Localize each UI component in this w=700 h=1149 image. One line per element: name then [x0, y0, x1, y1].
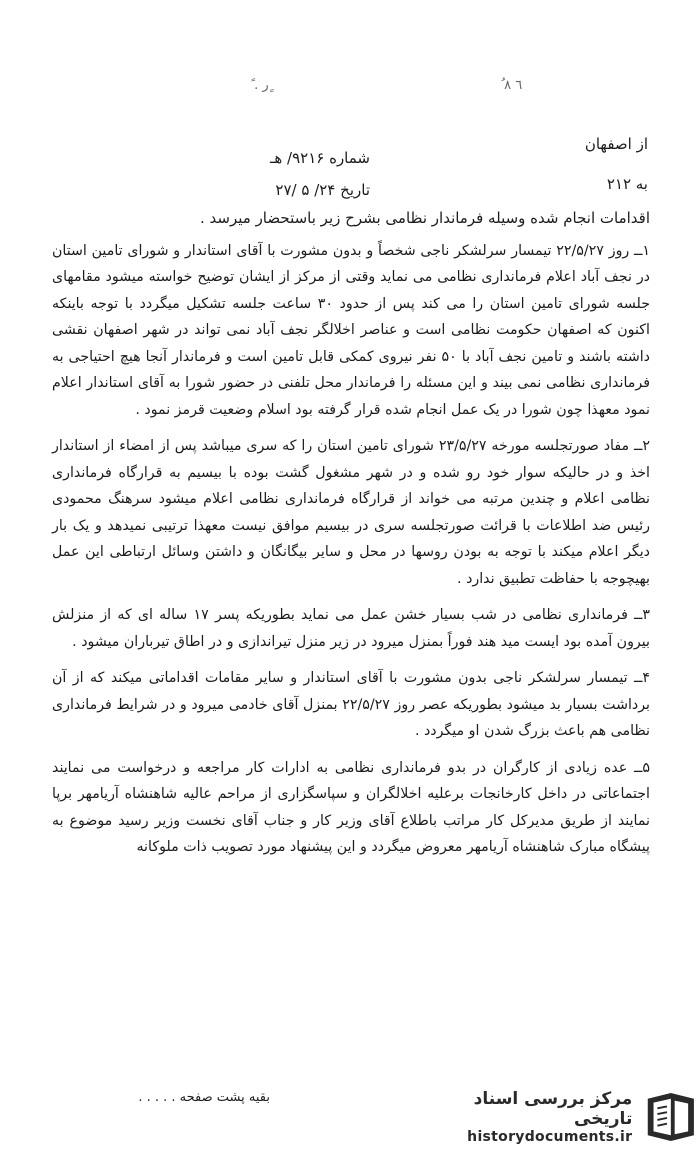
watermark-title: مرکز بررسی اسناد تاریخی [473, 1089, 633, 1129]
document-date: تاریخ ۲۴/ ۵ /۲۷ [275, 181, 370, 199]
watermark-url: historydocuments.ir [467, 1129, 633, 1145]
archive-logo-icon [642, 1088, 700, 1146]
watermark [418, 1088, 700, 1146]
item-1: ۱ــ روز ۲۲/۵/۲۷ تیمسار سرلشکر ناجی شخصاً و بدون مشورت با آقای استاندار و شورای تامین استان در نجف آباد اعلام فرمانداری نظامی می نماید وقتی از مرکز از ایشان توضیح خواسته میشود مقامهای جلسه شورای تامین استان را می کند پس از حدود ۳۰ ساعت جلسه تشکیل میگردد با توجه باینکه اکنون که اصفهان حکومت نظامی است و عناصر اخلالگر نجف آباد نمی تواند در شهر اصفهان نقشی داشته باشند و تامین نجف آباد با ۵۰ نفر نیروی کمکی قابل تامین است و فرماندار آنجا هیچ احتیاجی به فرمانداری نظامی نمی بیند و این مسئله را فرماندار محل تلفنی در حضور شورا به آقای استاندار اعلام نمود معهذا چون شورا در یک عمل انجام شده قرار گرفته بود اسلام وضعیت قرمز نمود . [52, 242, 651, 418]
item-4: ۴ــ تیمسار سرلشکر ناجی بدون مشورت با آقای استاندار و سایر مقامات اقداماتی میکند که از آن برداشت بسیار بد میشود بطوریکه عصر روز ۲۲/۵/۲۷ بمنزل آقای خادمی میرود و در شرایط فرمانداری نظامی هم باعث بزرگ شدن او میگردد . [52, 670, 651, 739]
document-number: شماره ۹۲۱۶/ هـ [269, 149, 370, 167]
intro-paragraph: اقدامات انجام شده وسیله فرماندار نظامی بشرح زیر باستحضار میرسد . [199, 209, 650, 227]
header-mark-right: ُ ٦ ٨ [500, 78, 523, 93]
reference-field: به ۲۱۲ [606, 175, 648, 193]
from-field: از اصفهان [584, 135, 648, 153]
item-2: ۲ــ مفاد صورتجلسه مورخه ۲۳/۵/۲۷ شورای تامین استان را که سری میباشد پس از امضاء از استاندار اخذ و در حالیکه سوار خود رو شده و در شهر مشغول گشت بوده با بیسیم به قرارگاه فرمانداری نظامی اعلام و چندین مرتبه می خواند از قرارگاه فرمانداری نظامی اعلام میشود سرهنگ محمودی رئیس ضد اطلاعات با قرائت صورتجلسه سری در بیسیم موافق نیست معهذا ترتیبی نمیدهد و یک بار دیگر اعلام میکند با توجه به بودن روسها در محل و سایر بیگانگان و داشتن وسائل ارتباطی این عمل بهیچوجه با حفاظت تطبیق ندارد . [52, 438, 650, 587]
item-3: ۳ــ فرمانداری نظامی در شب بسیار خشن عمل می نماید بطوریکه پسر ۱۷ ساله ای که از منزلش بیرون آمده بود ایست مید هند فوراً بمنزل میرود در زیر منزل تیراندازی و در اطاق تیرباران میشود . [52, 607, 650, 650]
item-5: ۵ــ عده زیادی از کارگران در بدو فرمانداری نظامی به ادارات کار مراجعه و درخواست می نمایند اجتماعاتی در داخل کارخانجات برعلیه اخلالگران و سپاسگزاری از مراحم عالیه شاهنشاه آریامهر برپا نمایند از طریق مدیرکل کار مراتب باطلاع آقای وزیر کار و جناب آقای نخست وزیر رسید موضوع به پیشگاه مبارک شاهنشاه آریامهر معروض میگردد و این پیشنهاد مورد تصویب ذات ملوکانه [52, 759, 650, 855]
document-body [52, 205, 650, 871]
watermark-text [418, 1089, 632, 1145]
continued-note: بقیه پشت صفحه . . . . . [138, 1090, 270, 1105]
header-mark-left: ً . ر ٍ [250, 78, 273, 93]
